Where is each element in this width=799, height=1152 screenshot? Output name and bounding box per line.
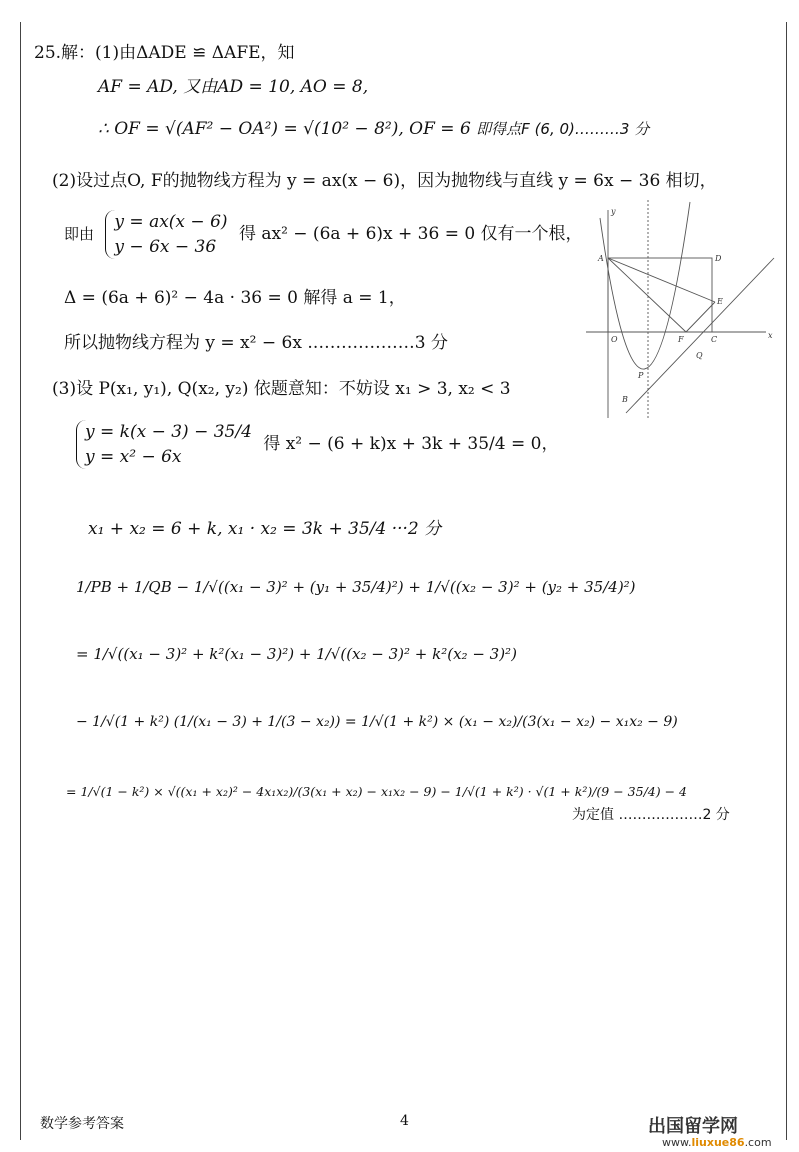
label-x: x (768, 331, 773, 340)
watermark-url (662, 1136, 772, 1149)
sys2-suffix: 得 x² − (6 + k)x + 3k + 35/4 = 0， (263, 434, 559, 455)
problem-number: 25.解： (34, 43, 96, 63)
vieta-line: x₁ + x₂ = 6 + k, x₁ · x₂ = 3k + 35/4 ···2 分 (88, 519, 442, 539)
page-number: 4 (400, 1113, 409, 1129)
label-q: Q (696, 351, 703, 360)
sys1-brace (105, 210, 227, 259)
part1-intro: (1)由ΔADE ≌ ΔAFE，知 (95, 43, 295, 63)
delta-line: Δ = (6a + 6)² − 4a · 36 = 0 解得 a = 1， (64, 288, 406, 308)
label-o: O (611, 335, 618, 344)
watermark-logo: 出国留学网 (648, 1116, 738, 1137)
parabola-curve (600, 202, 690, 369)
sys2-eq1: y = k(x − 3) − 35/4 (85, 422, 252, 442)
sys2-brace (76, 420, 252, 469)
line-2: AF = AD, 又由AD = 10, AO = 8, (98, 77, 369, 97)
label-e: E (717, 297, 723, 306)
label-a: A (598, 254, 604, 263)
line3-formula: ∴ OF = √(AF² − OA²) = √(10² − 8²), OF = 6 (98, 119, 471, 139)
label-y: y (611, 207, 616, 216)
label-d: D (715, 254, 722, 263)
system-1 (64, 210, 583, 259)
equation-c: − 1/√(1 + k²) (1/(x₁ − 3) + 1/(3 − x₂)) = 1/√(1 + k²) × (x₁ − x₂)/(3(x₁ − x₂) − x₁x₂ − 9) (76, 714, 678, 730)
equation-a: 1/PB + 1/QB − 1/√((x₁ − 3)² + (y₁ + 35/4)²) + 1/√((x₂ − 3)² + (y₂ + 35/4)²) (76, 578, 636, 596)
watermark-url-brand: liuxue86 (691, 1136, 745, 1149)
label-f: F (678, 335, 684, 344)
sys1-prefix: 即由 (64, 225, 95, 244)
segment-fe (686, 302, 715, 332)
label-c: C (711, 335, 718, 344)
equation-d-tail: 为定值 ………………2 分 (572, 807, 730, 823)
system-2 (70, 420, 558, 469)
equation-d: = 1/√(1 − k²) × √((x₁ + x₂)² − 4x₁x₂)/(3(x₁ + x₂) − x₁x₂ − 9) − 1/√(1 + k²) · √(1 + k²)/(9 − 35/4) − 4 (66, 784, 687, 799)
label-b: B (622, 395, 628, 404)
part3-intro: (3)设 P(x₁, y₁), Q(x₂, y₂) 依题意知：不妨设 x₁ > 3, x₂ < 3 (52, 379, 511, 399)
problem-header (34, 38, 295, 63)
line3-result: 即得点F (6, 0)………3 分 (476, 120, 650, 138)
watermark-url-prefix: www. (662, 1136, 692, 1149)
line-3 (98, 118, 649, 139)
label-p: P (638, 371, 644, 380)
parabola-diagram (578, 198, 778, 426)
footer-title: 数学参考答案 (40, 1116, 124, 1132)
sys1-eq2: y − 6x − 36 (114, 236, 217, 257)
equation-b: = 1/√((x₁ − 3)² + k²(x₁ − 3)²) + 1/√((x₂ − 3)² + k²(x₂ − 3)²) (76, 645, 517, 663)
part2-intro: (2)设过点O, F的抛物线方程为 y = ax(x − 6)，因为抛物线与直线 y = 6x − 36 相切， (52, 171, 717, 191)
sys1-suffix: 得 ax² − (6a + 6)x + 36 = 0 仅有一个根， (238, 224, 583, 245)
segment-ae (608, 258, 715, 302)
watermark-url-suffix: .com (744, 1136, 772, 1149)
sys2-eq2: y = x² − 6x (85, 446, 182, 467)
sys1-eq1: y = ax(x − 6) (114, 212, 228, 232)
parabola-line: 所以抛物线方程为 y = x² − 6x .………………3 分 (64, 333, 448, 353)
